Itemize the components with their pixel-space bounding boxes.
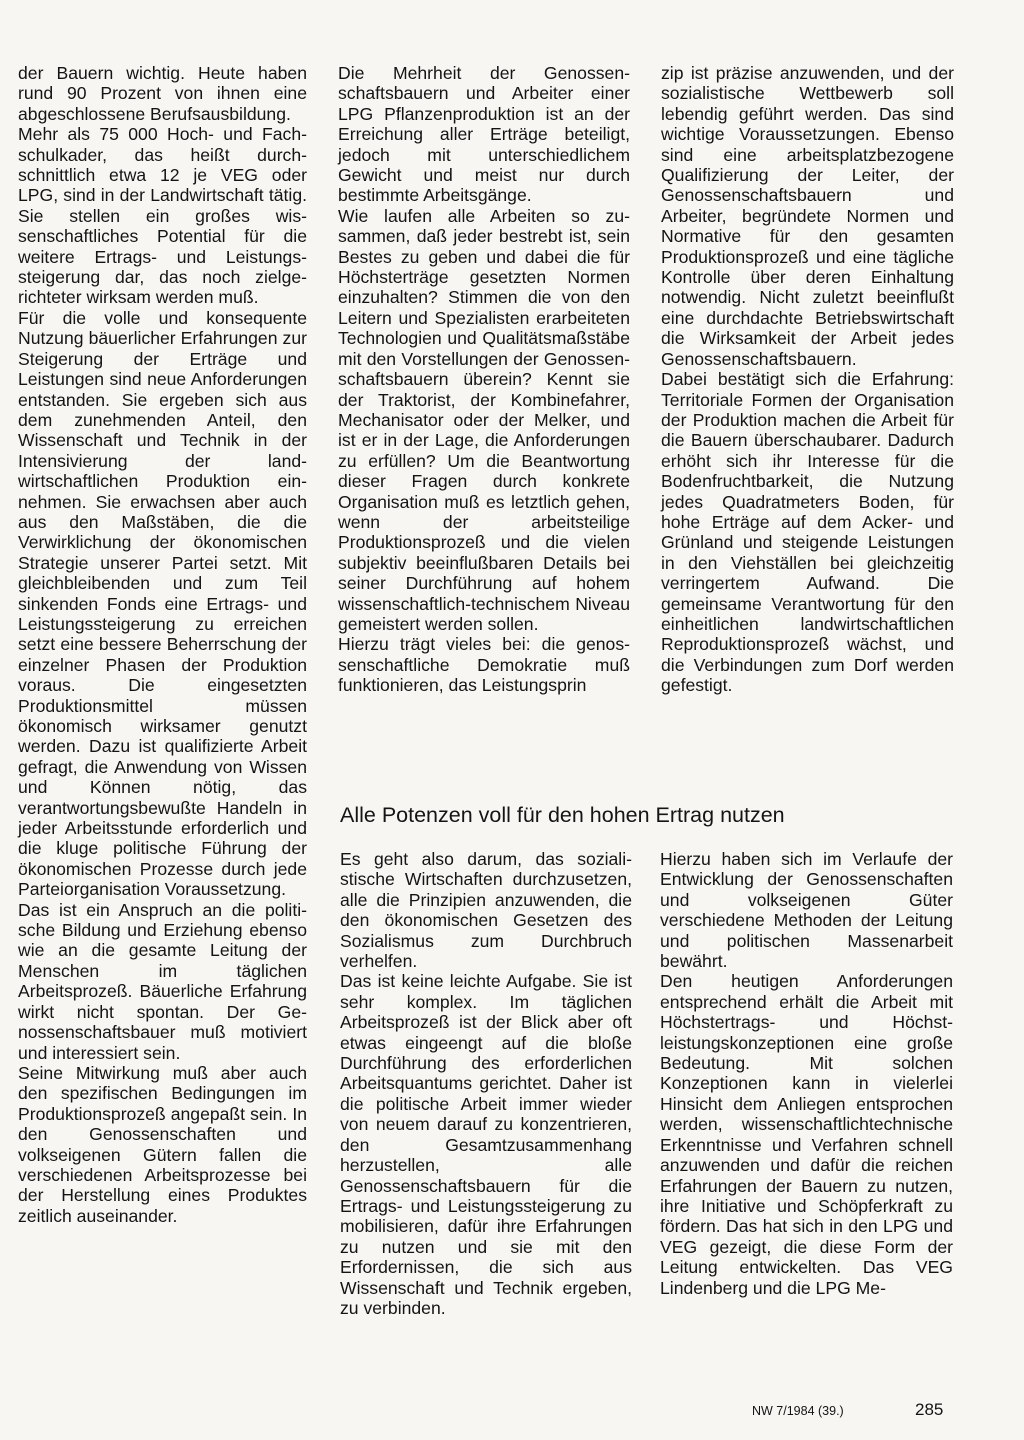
column-2: [338, 63, 630, 696]
paragraph: Hierzu haben sich im Verlaufe der Entwicklung der Genossenschaften und volkseigenen Güter verschiedene Methoden der Leitung und politischen Massenarbeit bewährt.: [660, 849, 953, 972]
paragraph: Mehr als 75 000 Hoch- und Fachschulkader, das heißt durchschnittlich etwa 12 je VEG oder LPG, sind in der Landwirtschaft tätig. Sie stellen ein großes wissenschaftliches Potential für die weitere Ertrags- und Leistungssteigerung dar, das noch zielgerichteter wirksam werden muß.: [18, 124, 307, 308]
paragraph: Wie laufen alle Arbeiten so zusammen, daß jeder bestrebt ist, sein Bestes zu geben und dabei die für Höchsterträge gesetzten Normen einzuhalten? Stimmen die von den Leitern und Spezialisten erarbeiteten Technologien und Qualitätsmaßstäbe mit den Vorstellungen der Genossenschaftsbauern überein? Kennt sie der Traktorist, der Kombinefahrer, Mechanisator oder der Melker, und ist er in der Lage, die Anforderungen zu erfüllen? Um die Beantwortung dieser Fragen durch konkrete Organisation muß es letztlich gehen, wenn der arbeitsteilige Produktionsprozeß und die vielen subjektiv beeinflußbaren Details bei seiner Durchführung auf hohem wissenschaftlich-technischem Niveau gemeistert werden sollen.: [338, 205, 630, 634]
column-5: [660, 849, 953, 1298]
paragraph: Für die volle und konsequente Nutzung bäuerlicher Erfahrungen zur Steigerung der Erträge und Leistungen sind neue Anforderungen entstanden. Sie ergeben sich aus dem zunehmenden Anteil, den Wissenschaft und Technik in der Intensivierung der landwirtschaftlichen Produktion einnehmen. Sie erwachsen aber auch aus den Maßstäben, die die Verwirklichung der ökonomischen Strategie unserer Partei setzt. Mit gleichbleibenden und zum Teil sinkenden Fonds eine Ertrags- und Leistungssteigerung zu erreichen setzt eine bessere Beherrschung der einzelner Phasen der Produktion voraus. Die eingesetzten Produktionsmittel müssen ökonomisch wirksamer genutzt werden. Dazu ist qualifizierte Arbeit gefragt, die Anwendung von Wissen und Können nötig, das verantwortungsbewußte Handeln in jeder Arbeitsstunde erforderlich und die kluge politische Führung der ökonomischen Prozesse durch jede Parteiorganisation Voraussetzung.: [18, 307, 307, 900]
column-4: [340, 849, 632, 1318]
section-heading: Alle Potenzen voll für den hohen Ertrag nutzen: [340, 803, 785, 827]
paragraph: Das ist ein Anspruch an die politische Bildung und Erziehung ebenso wie an die gesamte Leitung der Menschen im täglichen Arbeitsprozeß. Bäuerliche Erfahrung wirkt nicht spontan. Der Genossenschaftsbauer muß motiviert und interessiert sein.: [18, 899, 307, 1063]
column-3: [661, 63, 954, 696]
paragraph: Die Mehrheit der Genossenschaftsbauern und Arbeiter einer LPG Pflanzenproduktion ist an der Erreichung aller Erträge beteiligt, jedoch mit unterschiedlichem Gewicht und meist nur durch bestimmte Arbeitsgänge.: [338, 63, 630, 206]
paragraph: Es geht also darum, das sozialistische Wirtschaften durchzusetzen, alle die Prinzipien anzuwenden, die den ökonomischen Gesetzen des Sozialismus zum Durchbruch verhelfen.: [340, 849, 632, 972]
paragraph: Hierzu trägt vieles bei: die genossenschaftliche Demokratie muß funktionieren, das Leistungsprin: [338, 634, 630, 696]
issue-reference: NW 7/1984 (39.): [752, 1404, 844, 1418]
paragraph: Das ist keine leichte Aufgabe. Sie ist sehr komplex. Im täglichen Arbeitsprozeß ist der Blick aber oft etwas eingeengt auf die bloße Durchführung des erforderlichen Arbeitsquantums gerichtet. Daher ist die politische Arbeit immer wieder von neuem darauf zu konzentrieren, den Gesamtzusammenhang herzustellen, alle Genossenschaftsbauern für die Ertrags- und Leistungssteigerung zu mobilisieren, dafür ihre Erfahrungen zu nutzen und sie mit den Erfordernissen, die sich aus Wissenschaft und Technik ergeben, zu verbinden.: [340, 971, 632, 1318]
paragraph: Dabei bestätigt sich die Erfahrung: Territoriale Formen der Organisation der Produktion machen die Arbeit für die Bauern überschaubarer. Dadurch erhöht sich ihr Interesse für die Bodenfruchtbarkeit, die Nutzung jedes Quadratmeters Boden, für hohe Erträge auf dem Acker- und Grünland und steigende Leistungen in den Viehställen bei gleichzeitig verringertem Aufwand. Die gemeinsame Verantwortung für den einheitlichen landwirtschaftlichen Reproduktionsprozeß wächst, und die Verbindungen zum Dorf werden gefestigt.: [661, 369, 954, 696]
paragraph: Seine Mitwirkung muß aber auch den spezifischen Bedingungen im Produktionsprozeß angepaßt sein. In den Genossenschaften und volkseigenen Gütern fallen die verschiedenen Arbeitsprozesse bei der Herstellung eines Produktes zeitlich auseinander.: [18, 1062, 307, 1226]
page-number: 285: [915, 1400, 944, 1419]
paragraph: Den heutigen Anforderungen entsprechend erhält die Arbeit mit Höchstertrags- und Höchstleistungskonzeptionen eine große Bedeutung. Mit solchen Konzeptionen kann in vielerlei Hinsicht dem Anliegen entsprochen werden, wissenschaftlichtechnische Erkenntnisse und Verfahren schnell anzuwenden und dafür die reichen Erfahrungen der Bauern zu nutzen, ihre Initiative und Schöpferkraft zu fördern. Das hat sich in den LPG und VEG gezeigt, die diese Form der Leitung entwickelten. Das VEG Lindenberg und die LPG Me-: [660, 971, 953, 1298]
paragraph: der Bauern wichtig. Heute haben rund 90 Prozent von ihnen eine abgeschlossene Berufsausbildung.: [18, 63, 307, 124]
column-1: [18, 63, 307, 1226]
paragraph: zip ist präzise anzuwenden, und der sozialistische Wettbewerb soll lebendig geführt werden. Das sind wichtige Voraussetzungen. Ebenso sind eine arbeitsplatzbezogene Qualifizierung der Leiter, der Genossenschaftsbauern und Arbeiter, begründete Normen und Normative für den gesamten Produktionsprozeß und eine tägliche Kontrolle über deren Einhaltung notwendig. Nicht zuletzt beeinflußt eine durchdachte Betriebswirtschaft die Wirksamkeit der Arbeit jedes Genossenschaftsbauern.: [661, 63, 954, 369]
